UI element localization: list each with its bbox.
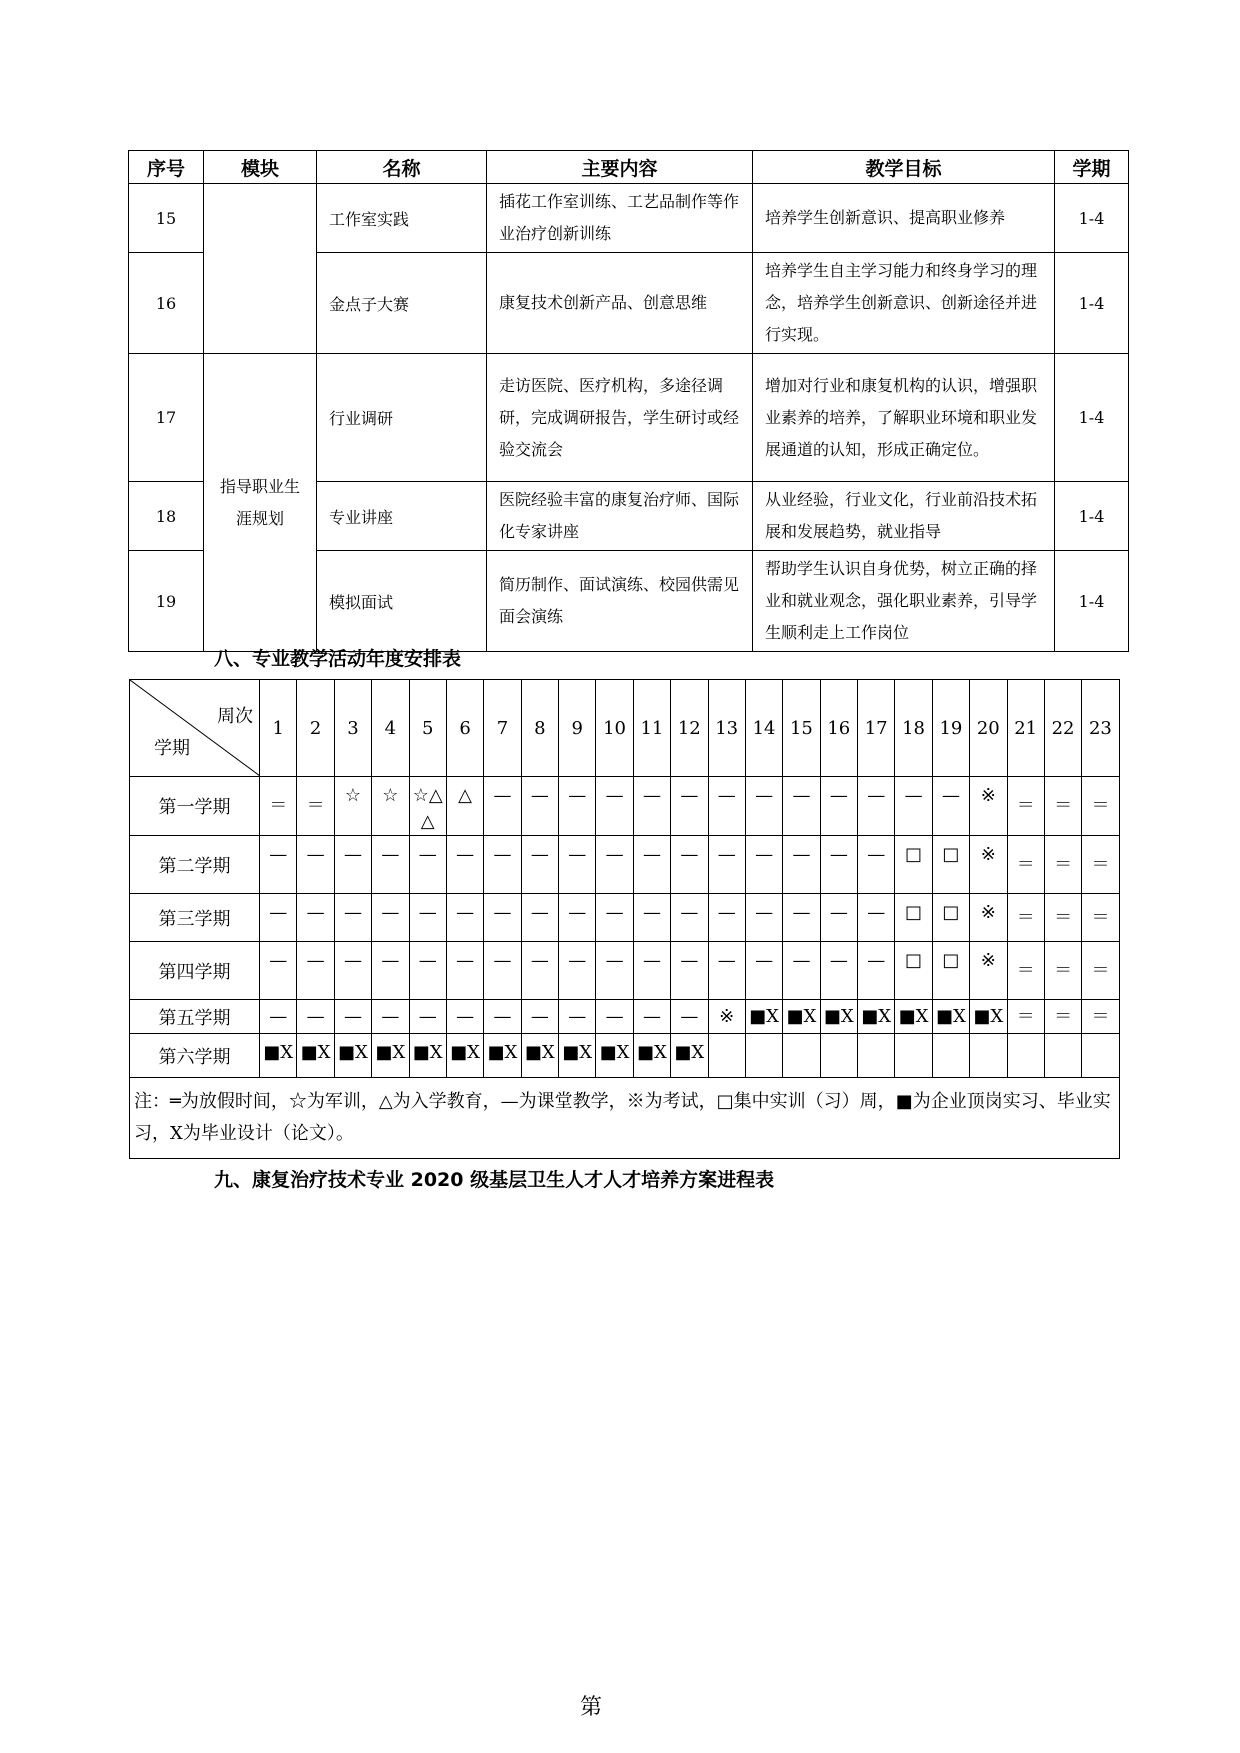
- schedule-cell: —: [521, 942, 558, 1000]
- schedule-cell: —: [633, 836, 670, 894]
- schedule-cell: ※: [970, 777, 1007, 836]
- week-number: 16: [820, 680, 857, 777]
- schedule-cell: —: [858, 777, 895, 836]
- row-content: 医院经验丰富的康复治疗师、国际化专家讲座: [487, 482, 753, 551]
- schedule-cell: ＝: [1044, 894, 1081, 942]
- schedule-cell: —: [783, 894, 820, 942]
- schedule-cell: [1007, 1034, 1044, 1078]
- module-cell: [204, 184, 317, 354]
- week-axis-label: 周次: [217, 706, 253, 727]
- row-goal: 培养学生自主学习能力和终身学习的理念，培养学生创新意识、创新途径并进行实现。: [753, 253, 1055, 354]
- schedule-cell: —: [559, 894, 596, 942]
- section-9-title: 九、康复治疗技术专业 2020 级基层卫生人才人才培养方案进程表: [214, 1169, 775, 1191]
- page-footer: 第: [580, 1695, 603, 1720]
- week-number: 17: [858, 680, 895, 777]
- schedule-cell: —: [372, 836, 409, 894]
- schedule-cell: ＝: [1044, 836, 1081, 894]
- schedule-cell: —: [559, 942, 596, 1000]
- week-number: 2: [297, 680, 334, 777]
- row-no: 15: [129, 184, 204, 253]
- schedule-cell: ※: [970, 836, 1007, 894]
- schedule-cell: ■X: [858, 1000, 895, 1034]
- activity-table-header: [129, 151, 1129, 184]
- schedule-cell: ■X: [820, 1000, 857, 1034]
- schedule-cell: ＝: [1082, 777, 1119, 836]
- header-module: 模块: [204, 151, 317, 184]
- header-goal: 教学目标: [753, 151, 1055, 184]
- row-goal: 帮助学生认识自身优势，树立正确的择业和就业观念，强化职业素养，引导学生顺利走上工作岗位: [753, 551, 1055, 652]
- schedule-cell: [708, 1034, 745, 1078]
- schedule-cell: —: [521, 1000, 558, 1034]
- schedule-cell: □: [932, 942, 969, 1000]
- schedule-cell: —: [409, 942, 446, 1000]
- schedule-cell: ＝: [1007, 836, 1044, 894]
- table-row: [129, 184, 1129, 253]
- semester-label: 第二学期: [130, 836, 260, 894]
- semester-row: [130, 1034, 1120, 1078]
- header-term: 学期: [1055, 151, 1129, 184]
- schedule-cell: —: [671, 777, 708, 836]
- schedule-cell: [1044, 1034, 1081, 1078]
- schedule-cell: —: [334, 942, 371, 1000]
- schedule-cell: ■X: [260, 1034, 297, 1078]
- header-no: 序号: [129, 151, 204, 184]
- schedule-cell: □: [895, 894, 932, 942]
- schedule-cell: ＝: [1082, 894, 1119, 942]
- schedule-cell: —: [372, 894, 409, 942]
- schedule-cell: ■X: [297, 1034, 334, 1078]
- schedule-cell: —: [260, 1000, 297, 1034]
- schedule-cell: ■X: [334, 1034, 371, 1078]
- schedule-cell: —: [260, 894, 297, 942]
- schedule-cell: —: [596, 942, 633, 1000]
- activity-table: [128, 150, 1129, 652]
- schedule-cell: —: [783, 777, 820, 836]
- week-number: 8: [521, 680, 558, 777]
- schedule-cell: —: [297, 836, 334, 894]
- schedule-cell: ■X: [970, 1000, 1007, 1034]
- schedule-cell: —: [297, 1000, 334, 1034]
- row-no: 16: [129, 253, 204, 354]
- schedule-cell: —: [596, 894, 633, 942]
- schedule-cell: —: [484, 894, 521, 942]
- schedule-cell: —: [633, 1000, 670, 1034]
- schedule-cell: —: [446, 942, 483, 1000]
- schedule-cell: —: [521, 777, 558, 836]
- schedule-cell: —: [671, 1000, 708, 1034]
- schedule-cell: ＝: [1007, 1000, 1044, 1034]
- schedule-cell: —: [446, 836, 483, 894]
- schedule-cell: —: [708, 777, 745, 836]
- semester-axis-label: 学期: [154, 738, 190, 759]
- schedule-cell: —: [895, 777, 932, 836]
- schedule-cell: —: [334, 836, 371, 894]
- schedule-cell: ■X: [633, 1034, 670, 1078]
- week-number: 4: [372, 680, 409, 777]
- schedule-cell: [858, 1034, 895, 1078]
- schedule-cell: —: [409, 1000, 446, 1034]
- week-number: 20: [970, 680, 1007, 777]
- module-cell: 指导职业生涯规划: [204, 354, 317, 652]
- schedule-cell: —: [671, 894, 708, 942]
- table-row: [129, 354, 1129, 482]
- schedule-cell: —: [783, 942, 820, 1000]
- week-number: 14: [745, 680, 782, 777]
- schedule-cell: ■X: [783, 1000, 820, 1034]
- row-name: 金点子大赛: [317, 253, 487, 354]
- schedule-cell: ※: [970, 894, 1007, 942]
- schedule-cell: —: [260, 942, 297, 1000]
- semester-label: 第五学期: [130, 1000, 260, 1034]
- schedule-cell: —: [334, 894, 371, 942]
- week-number: 21: [1007, 680, 1044, 777]
- schedule-cell: ■X: [745, 1000, 782, 1034]
- semester-label: 第六学期: [130, 1034, 260, 1078]
- schedule-cell: —: [409, 836, 446, 894]
- week-number: 23: [1082, 680, 1119, 777]
- week-number: 15: [783, 680, 820, 777]
- schedule-cell: ＝: [1082, 942, 1119, 1000]
- schedule-cell: —: [484, 942, 521, 1000]
- semester-row: [130, 1000, 1120, 1034]
- schedule-cell: —: [858, 942, 895, 1000]
- schedule-cell: —: [745, 777, 782, 836]
- schedule-cell: —: [820, 894, 857, 942]
- schedule-cell: ■X: [409, 1034, 446, 1078]
- diagonal-header-cell: [130, 680, 260, 777]
- week-number: 1: [260, 680, 297, 777]
- row-no: 18: [129, 482, 204, 551]
- schedule-cell: —: [521, 836, 558, 894]
- row-goal: 增加对行业和康复机构的认识，增强职业素养的培养，了解职业环境和职业发展通道的认知，形成正确定位。: [753, 354, 1055, 482]
- row-content: 走访医院、医疗机构，多途径调研，完成调研报告，学生研讨或经验交流会: [487, 354, 753, 482]
- row-goal: 培养学生创新意识、提高职业修养: [753, 184, 1055, 253]
- row-content: 插花工作室训练、工艺品制作等作业治疗创新训练: [487, 184, 753, 253]
- schedule-cell: —: [484, 777, 521, 836]
- row-content: 康复技术创新产品、创意思维: [487, 253, 753, 354]
- header-content: 主要内容: [487, 151, 753, 184]
- schedule-cell: —: [745, 894, 782, 942]
- schedule-cell: —: [596, 1000, 633, 1034]
- schedule-cell: —: [260, 836, 297, 894]
- schedule-cell: —: [820, 942, 857, 1000]
- schedule-cell: ＝: [1007, 942, 1044, 1000]
- schedule-cell: —: [559, 1000, 596, 1034]
- schedule-cell: —: [858, 836, 895, 894]
- row-term: 1-4: [1055, 551, 1129, 652]
- schedule-cell: ＝: [1007, 777, 1044, 836]
- semester-row: [130, 836, 1120, 894]
- row-name: 专业讲座: [317, 482, 487, 551]
- legend-note: 注：═为放假时间，☆为军训，△为入学教育，—为课堂教学，※为考试，□集中实训（习）周，■为企业顶岗实习、毕业实习，X为毕业设计（论文）。: [130, 1078, 1120, 1159]
- schedule-cell: ＝: [1007, 894, 1044, 942]
- week-number: 7: [484, 680, 521, 777]
- schedule-cell: —: [633, 777, 670, 836]
- row-name: 工作室实践: [317, 184, 487, 253]
- schedule-cell: —: [484, 836, 521, 894]
- schedule-cell: [783, 1034, 820, 1078]
- schedule-cell: —: [708, 836, 745, 894]
- week-number: 5: [409, 680, 446, 777]
- schedule-cell: [970, 1034, 1007, 1078]
- week-number: 22: [1044, 680, 1081, 777]
- schedule-cell: ☆△ △: [409, 777, 446, 836]
- week-number: 19: [932, 680, 969, 777]
- schedule-cell: ＝: [1082, 836, 1119, 894]
- schedule-cell: —: [409, 894, 446, 942]
- schedule-cell: [932, 1034, 969, 1078]
- schedule-cell: —: [783, 836, 820, 894]
- schedule-cell: —: [633, 942, 670, 1000]
- schedule-cell: —: [708, 894, 745, 942]
- schedule-cell: ■X: [372, 1034, 409, 1078]
- week-number: 9: [559, 680, 596, 777]
- legend-row: [130, 1078, 1120, 1159]
- week-number: 3: [334, 680, 371, 777]
- row-term: 1-4: [1055, 253, 1129, 354]
- schedule-cell: ■X: [521, 1034, 558, 1078]
- schedule-cell: ＝: [297, 777, 334, 836]
- diagonal-line: [130, 680, 260, 776]
- schedule-cell: □: [932, 894, 969, 942]
- schedule-cell: —: [559, 836, 596, 894]
- schedule-cell: ■X: [559, 1034, 596, 1078]
- schedule-cell: —: [633, 894, 670, 942]
- schedule-cell: —: [559, 777, 596, 836]
- row-name: 行业调研: [317, 354, 487, 482]
- schedule-cell: —: [708, 942, 745, 1000]
- schedule-header-row: [130, 680, 1120, 777]
- schedule-cell: [1082, 1034, 1119, 1078]
- schedule-cell: □: [895, 836, 932, 894]
- schedule-cell: —: [372, 942, 409, 1000]
- week-number: 11: [633, 680, 670, 777]
- week-number: 10: [596, 680, 633, 777]
- schedule-cell: —: [446, 1000, 483, 1034]
- row-no: 19: [129, 551, 204, 652]
- schedule-cell: [745, 1034, 782, 1078]
- row-no: 17: [129, 354, 204, 482]
- schedule-cell: ☆: [334, 777, 371, 836]
- schedule-cell: ※: [970, 942, 1007, 1000]
- week-number: 13: [708, 680, 745, 777]
- schedule-cell: ☆: [372, 777, 409, 836]
- schedule-cell: —: [858, 894, 895, 942]
- schedule-cell: —: [334, 1000, 371, 1034]
- week-number: 6: [446, 680, 483, 777]
- schedule-cell: —: [372, 1000, 409, 1034]
- schedule-cell: ■X: [596, 1034, 633, 1078]
- schedule-cell: —: [446, 894, 483, 942]
- schedule-cell: △: [446, 777, 483, 836]
- schedule-table: [129, 679, 1120, 1159]
- schedule-cell: —: [671, 942, 708, 1000]
- section-8-title: 八、专业教学活动年度安排表: [214, 648, 462, 670]
- schedule-cell: ＝: [1044, 942, 1081, 1000]
- row-term: 1-4: [1055, 184, 1129, 253]
- row-term: 1-4: [1055, 482, 1129, 551]
- schedule-cell: —: [521, 894, 558, 942]
- schedule-cell: —: [297, 942, 334, 1000]
- row-goal: 从业经验，行业文化，行业前沿技术拓展和发展趋势，就业指导: [753, 482, 1055, 551]
- schedule-cell: □: [895, 942, 932, 1000]
- schedule-cell: —: [820, 836, 857, 894]
- schedule-cell: ■X: [484, 1034, 521, 1078]
- semester-row: [130, 894, 1120, 942]
- semester-row: [130, 777, 1120, 836]
- week-number: 18: [895, 680, 932, 777]
- schedule-cell: ■X: [932, 1000, 969, 1034]
- schedule-cell: ■X: [895, 1000, 932, 1034]
- schedule-cell: —: [745, 942, 782, 1000]
- week-number: 12: [671, 680, 708, 777]
- schedule-cell: ＝: [1082, 1000, 1119, 1034]
- schedule-cell: [820, 1034, 857, 1078]
- schedule-cell: [895, 1034, 932, 1078]
- semester-label: 第四学期: [130, 942, 260, 1000]
- schedule-cell: ■X: [446, 1034, 483, 1078]
- schedule-cell: —: [484, 1000, 521, 1034]
- semester-label: 第一学期: [130, 777, 260, 836]
- schedule-cell: —: [297, 894, 334, 942]
- schedule-cell: □: [932, 836, 969, 894]
- semester-row: [130, 942, 1120, 1000]
- row-term: 1-4: [1055, 354, 1129, 482]
- semester-label: 第三学期: [130, 894, 260, 942]
- row-content: 简历制作、面试演练、校园供需见面会演练: [487, 551, 753, 652]
- schedule-cell: —: [671, 836, 708, 894]
- header-name: 名称: [317, 151, 487, 184]
- row-name: 模拟面试: [317, 551, 487, 652]
- schedule-cell: —: [596, 836, 633, 894]
- schedule-cell: —: [745, 836, 782, 894]
- schedule-cell: ＝: [260, 777, 297, 836]
- schedule-cell: ※: [708, 1000, 745, 1034]
- schedule-cell: —: [596, 777, 633, 836]
- schedule-cell: ■X: [671, 1034, 708, 1078]
- schedule-cell: —: [932, 777, 969, 836]
- schedule-cell: ＝: [1044, 777, 1081, 836]
- schedule-cell: ＝: [1044, 1000, 1081, 1034]
- schedule-cell: —: [820, 777, 857, 836]
